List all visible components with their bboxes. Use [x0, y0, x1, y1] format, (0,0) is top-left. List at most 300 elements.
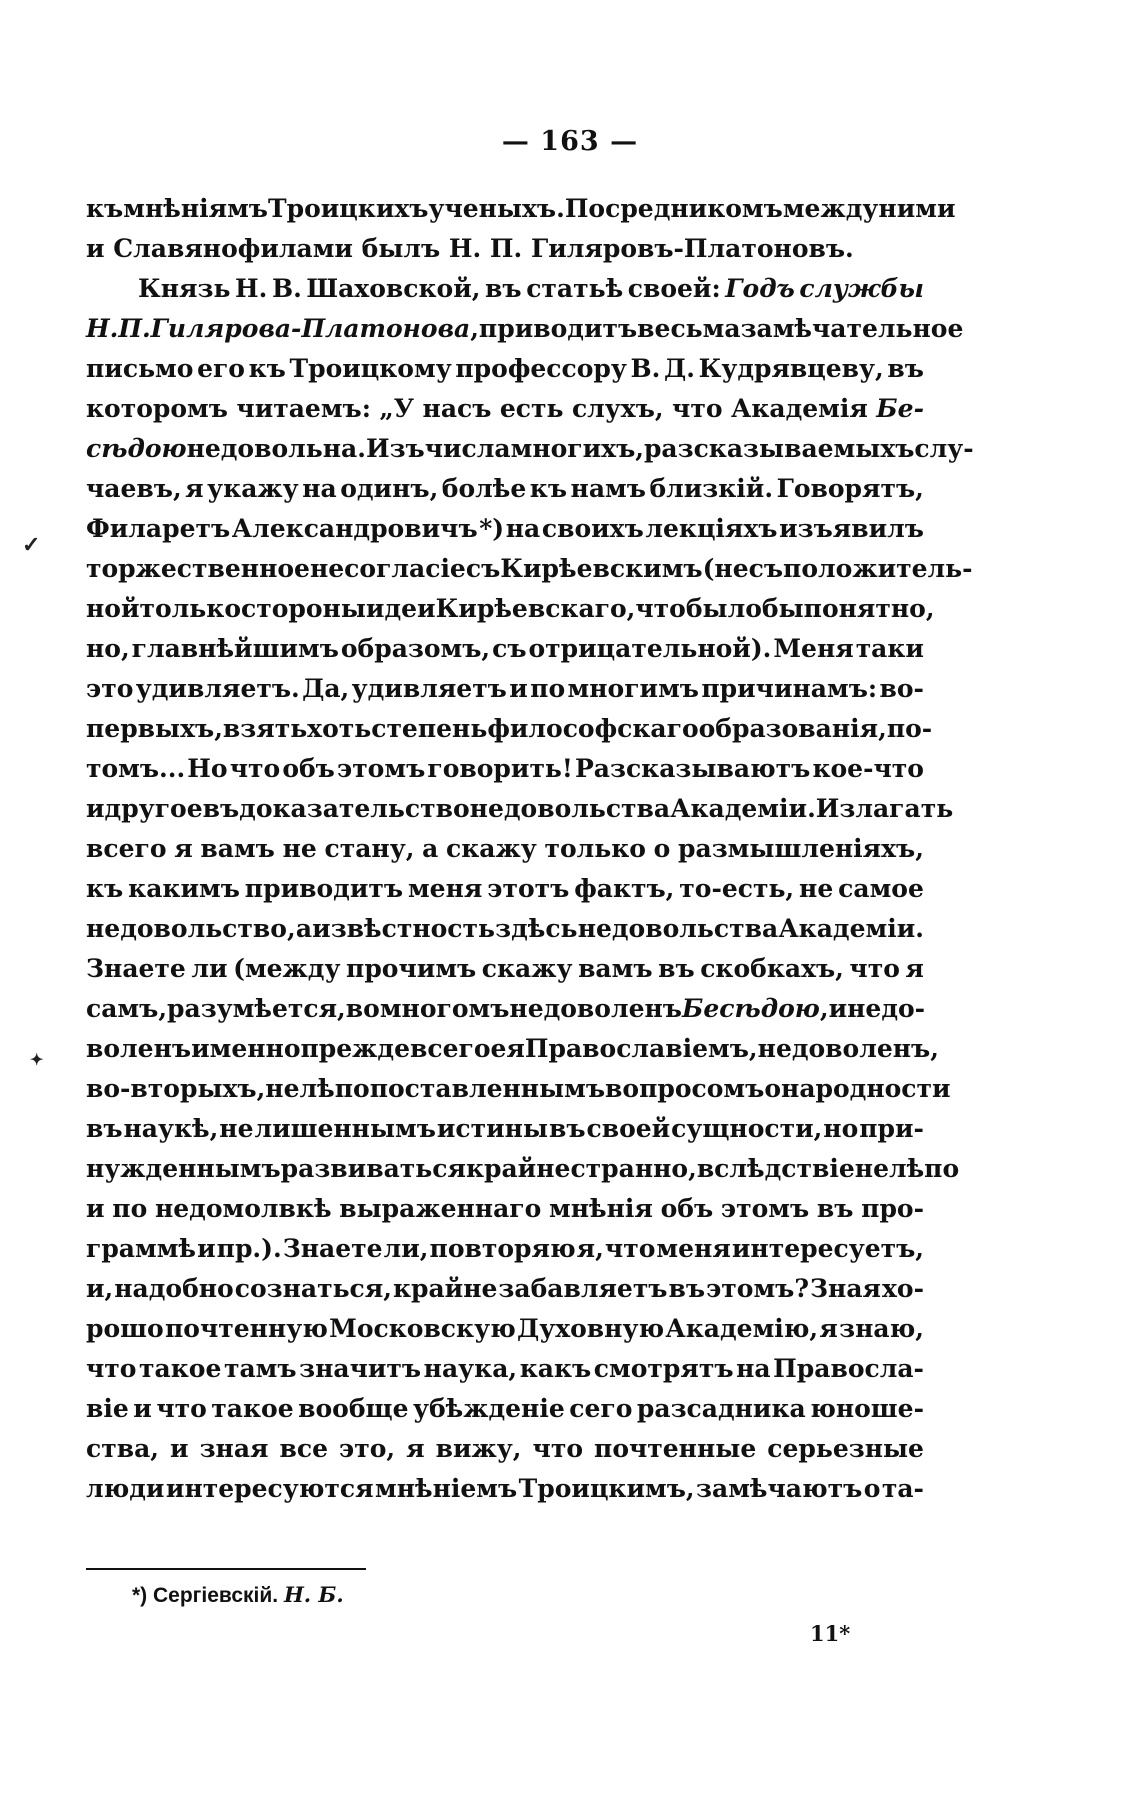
- word: во: [345, 994, 380, 1023]
- word: числа: [424, 434, 511, 463]
- word: я: [905, 954, 924, 983]
- footnote: [132, 1582, 344, 1608]
- text-line: [86, 434, 974, 474]
- word: этомъ?: [706, 1274, 809, 1303]
- word: Академія: [730, 394, 868, 423]
- word: всего: [410, 1034, 491, 1063]
- word: къ: [86, 874, 124, 903]
- word: профессору: [455, 354, 627, 383]
- word: мнѣніямъ: [123, 194, 268, 223]
- word: интересуетъ,: [731, 1234, 924, 1263]
- word: недо-: [847, 994, 926, 1023]
- word: образованія,: [698, 714, 887, 743]
- word: я: [185, 474, 204, 503]
- word: слу-: [914, 434, 974, 463]
- word: Но: [187, 754, 228, 783]
- word: по: [112, 1194, 148, 1223]
- word: такое: [211, 1394, 294, 1423]
- word: В.: [271, 274, 302, 303]
- word: своей: [586, 1114, 671, 1143]
- text-line: [86, 1074, 951, 1114]
- word: забавляетъ: [498, 1274, 668, 1303]
- word: главнѣйшимъ: [131, 634, 339, 663]
- word: но: [823, 1114, 859, 1143]
- word: люди: [86, 1474, 165, 1503]
- word: нужденнымъ: [86, 1154, 281, 1183]
- word: наукѣ,: [123, 1114, 219, 1143]
- word: во-: [879, 674, 924, 703]
- word: въ: [887, 354, 924, 383]
- word: недоволенъ: [509, 994, 682, 1023]
- word: насъ: [422, 394, 492, 423]
- word: Разсказываютъ: [575, 754, 811, 783]
- word: положитель-: [783, 554, 973, 583]
- word: статьѣ: [526, 274, 624, 303]
- word: Академіи.: [670, 794, 816, 823]
- word: фактъ,: [574, 874, 675, 903]
- text-line: [86, 314, 964, 354]
- word: по-: [886, 714, 933, 743]
- word: весьма: [637, 314, 741, 343]
- word: съ: [465, 554, 501, 583]
- page-number: — 163 —: [501, 126, 639, 157]
- word: а: [422, 834, 439, 863]
- word: только: [139, 594, 242, 623]
- word: лишеннымъ: [254, 1114, 436, 1143]
- word: недовольство,: [86, 914, 296, 943]
- word: Изъ: [365, 434, 425, 463]
- word: приводитъ: [244, 874, 404, 903]
- word: мнѣнія: [549, 1194, 653, 1223]
- word: читаемъ:: [236, 394, 371, 423]
- word: я: [819, 1314, 838, 1343]
- word: стану,: [324, 834, 415, 863]
- text-line: [86, 1234, 924, 1274]
- word: намъ: [570, 474, 646, 503]
- word: болѣе: [441, 474, 527, 503]
- word: кое-что: [812, 754, 924, 783]
- word: интересуются: [165, 1474, 374, 1503]
- margin-check-mark: ✓: [22, 532, 41, 558]
- word: въ: [202, 794, 240, 823]
- word: изъявилъ: [779, 514, 924, 543]
- word: нелѣпо: [265, 1074, 370, 1103]
- word: говорить!: [427, 754, 573, 783]
- word: значитъ: [299, 1354, 422, 1383]
- word: по: [530, 674, 566, 703]
- word: несогласіе: [309, 554, 466, 583]
- word: вижу,: [435, 1434, 522, 1463]
- word: разсадника: [636, 1394, 806, 1423]
- word: ними: [878, 194, 956, 223]
- word: Троицкимъ,: [518, 1474, 695, 1503]
- word: самое: [838, 874, 924, 903]
- word: вопросомъ: [605, 1074, 765, 1103]
- word: степень: [371, 714, 488, 743]
- word: Н.: [235, 274, 268, 303]
- word: во-вторыхъ,: [86, 1074, 266, 1103]
- word: Излагать: [815, 794, 954, 823]
- word: и: [86, 794, 105, 823]
- word: что: [635, 594, 686, 623]
- word: не: [799, 874, 834, 903]
- word: Д.: [664, 354, 695, 383]
- word: меня: [407, 874, 483, 903]
- text-line: [86, 674, 924, 714]
- text-line-content: и Славянофилами былъ Н. П. Гиляровъ-Платоновъ.: [86, 234, 854, 263]
- word: крайне: [392, 1274, 498, 1303]
- text-line: [86, 474, 924, 514]
- word: меня: [656, 1234, 731, 1263]
- word: своихъ: [541, 514, 644, 543]
- word: такое: [139, 1354, 222, 1383]
- word: пр.).: [216, 1234, 282, 1263]
- text-line: [86, 994, 924, 1034]
- word: Кирѣевскимъ: [500, 554, 703, 583]
- word: Меня: [773, 634, 854, 663]
- word: лекціяхъ: [645, 514, 778, 543]
- word: вообще: [298, 1394, 409, 1423]
- word: почтенную: [164, 1314, 328, 1343]
- word: воленъ: [86, 1034, 192, 1063]
- word: Н.: [86, 314, 119, 343]
- word: что: [604, 1234, 656, 1263]
- body-text: [86, 194, 974, 1514]
- word: всего: [86, 834, 167, 863]
- word: на: [736, 1354, 771, 1383]
- word: хо-: [882, 1274, 924, 1303]
- text-line: [86, 1314, 924, 1354]
- word: прочимъ: [346, 954, 477, 983]
- word: Кирѣевскаго,: [435, 594, 636, 623]
- text-line: [86, 1154, 960, 1194]
- word: Знаете: [282, 1234, 383, 1263]
- word: народности: [781, 1074, 951, 1103]
- word: недоволенъ,: [757, 1034, 939, 1063]
- word: скобкахъ,: [700, 954, 844, 983]
- word: выраженнаго: [339, 1194, 542, 1223]
- word: этотъ: [487, 874, 570, 903]
- word: (не: [702, 554, 749, 583]
- word: смотрятъ: [593, 1354, 734, 1383]
- word: убѣжденіе: [412, 1394, 565, 1423]
- word: ,: [819, 994, 829, 1023]
- word: многомъ: [379, 994, 510, 1023]
- word: о: [764, 1074, 782, 1103]
- word: въ: [548, 1114, 586, 1143]
- word: сущности,: [671, 1114, 823, 1143]
- word: прежде: [300, 1034, 410, 1063]
- word: сознаться,: [234, 1274, 392, 1303]
- word: развиваться: [280, 1154, 466, 1183]
- word: на: [302, 474, 337, 503]
- text-line: [86, 1474, 924, 1514]
- word: взять: [222, 714, 308, 743]
- word: приводитъ: [478, 314, 638, 343]
- text-line: [86, 594, 935, 634]
- word: ея: [490, 1034, 525, 1063]
- word: объ: [660, 1194, 714, 1223]
- word: В.: [630, 354, 661, 383]
- word: его: [197, 354, 245, 383]
- word: близкій.: [649, 474, 774, 503]
- word: отрицательной).: [528, 634, 772, 663]
- word: то-есть,: [679, 874, 795, 903]
- word: идеи: [365, 594, 436, 623]
- word: размышленіяхъ,: [678, 834, 924, 863]
- word: надобно: [114, 1274, 234, 1303]
- word: Филаретъ: [86, 514, 231, 543]
- word: Знаете: [86, 954, 186, 983]
- word: томъ...: [86, 754, 186, 783]
- word: своей:: [627, 274, 721, 303]
- word: о: [863, 1474, 881, 1503]
- word: а: [295, 914, 313, 943]
- word: разумѣется,: [167, 994, 346, 1023]
- word: какъ: [519, 1354, 592, 1383]
- word: ученыхъ.: [428, 194, 565, 223]
- word: ли: [191, 954, 228, 983]
- word: удивляетъ.: [135, 674, 300, 703]
- text-line: [86, 1394, 924, 1434]
- word: что: [229, 754, 281, 783]
- word: слухъ,: [571, 394, 664, 423]
- word: віе: [86, 1394, 129, 1423]
- word: образомъ,: [340, 634, 491, 663]
- word: странно,: [570, 1154, 697, 1183]
- word: Князь: [138, 274, 231, 303]
- word: въ: [86, 1114, 123, 1143]
- word: ной: [86, 594, 140, 623]
- word: между: [782, 194, 879, 223]
- word: какимъ: [128, 874, 240, 903]
- word: таки: [855, 634, 924, 663]
- word: *): [479, 514, 505, 543]
- word: ли,: [383, 1234, 429, 1263]
- word: удивляетъ: [351, 674, 507, 703]
- text-line: [86, 834, 924, 874]
- word: истины: [436, 1114, 549, 1143]
- word: Православіемъ,: [524, 1034, 758, 1063]
- word: почтенные: [594, 1434, 757, 1463]
- word: это,: [339, 1434, 396, 1463]
- word: чаевъ,: [86, 474, 182, 503]
- word: я,: [576, 1234, 604, 1263]
- word: доказательство: [239, 794, 470, 823]
- text-line: [86, 234, 924, 274]
- word: П.: [118, 314, 151, 343]
- text-line: [86, 1274, 924, 1314]
- word: службы: [799, 274, 924, 303]
- word: съ: [492, 634, 527, 663]
- word: самъ,: [86, 994, 168, 1023]
- word: укажу: [207, 474, 299, 503]
- word: причинамъ:: [701, 674, 878, 703]
- word: вамъ: [578, 954, 653, 983]
- word: Бе-: [876, 394, 924, 423]
- word: недовольна.: [186, 434, 366, 463]
- word: поставленнымъ: [369, 1074, 606, 1103]
- text-line: [86, 1034, 939, 1074]
- word: что: [86, 1354, 137, 1383]
- word: этомъ: [336, 754, 426, 783]
- word: что: [532, 1434, 583, 1463]
- word: Троицкому: [289, 354, 452, 383]
- word: Говорятъ,: [776, 474, 924, 503]
- word: Годъ: [725, 274, 795, 303]
- text-line: [86, 874, 924, 914]
- text-line: [86, 514, 924, 554]
- text-line: [86, 554, 973, 594]
- text-line: [86, 1114, 924, 1154]
- word: я: [174, 834, 193, 863]
- word: (между: [233, 954, 341, 983]
- word: и: [828, 994, 848, 1023]
- word: Троицкихъ: [268, 194, 429, 223]
- word: въ: [485, 274, 522, 303]
- text-line: [86, 754, 924, 794]
- word: серьезные: [767, 1434, 924, 1463]
- text-line: [86, 1194, 924, 1234]
- text-line: [86, 394, 924, 434]
- word: недомолвкѣ: [154, 1194, 332, 1223]
- word: нелѣпо: [854, 1154, 960, 1183]
- text-line: [86, 354, 924, 394]
- word: къ: [86, 194, 124, 223]
- text-line: [86, 1354, 924, 1394]
- word: Гилярова-Платонова: [150, 314, 471, 343]
- word: Посредникомъ: [564, 194, 783, 223]
- word: повторяю: [429, 1234, 576, 1263]
- word: съ: [748, 554, 784, 583]
- word: и: [133, 1394, 152, 1423]
- word: это: [86, 674, 134, 703]
- word: Московскую: [329, 1314, 516, 1343]
- word: именно: [191, 1034, 301, 1063]
- word: которомъ: [86, 394, 228, 423]
- word: та-: [881, 1474, 924, 1503]
- word: разсказываемыхъ: [643, 434, 915, 463]
- word: есть: [499, 394, 564, 423]
- word: все: [279, 1434, 329, 1463]
- word: Кудрявцеву,: [698, 354, 884, 383]
- word: замѣчаютъ: [696, 1474, 863, 1503]
- word: не: [282, 834, 317, 863]
- word: многихъ,: [510, 434, 644, 463]
- word: скажу: [446, 834, 537, 863]
- word: мнѣніемъ: [375, 1474, 518, 1503]
- word: одинъ,: [340, 474, 439, 503]
- word: только: [544, 834, 646, 863]
- word: замѣчательное: [740, 314, 964, 343]
- word: бы: [761, 594, 804, 623]
- word: Духовную: [517, 1314, 665, 1343]
- word: Да,: [302, 674, 350, 703]
- text-line: [86, 714, 933, 754]
- word: Правосла-: [773, 1354, 924, 1383]
- word: въ: [816, 1194, 854, 1223]
- word: Александровичъ: [231, 514, 478, 543]
- word: рошо: [86, 1314, 164, 1343]
- footnote-divider: [86, 1568, 366, 1570]
- word: не: [219, 1114, 254, 1143]
- word: Шаховской,: [306, 274, 481, 303]
- word: и,: [86, 1274, 114, 1303]
- word: Академіи.: [778, 914, 924, 943]
- word: крайне: [465, 1154, 571, 1183]
- word: о: [653, 834, 671, 863]
- word: сего: [569, 1394, 633, 1423]
- word: философскаго: [487, 714, 699, 743]
- footnote-initials: Н. Б.: [283, 1582, 344, 1607]
- text-line: [86, 634, 924, 674]
- text-line: [86, 914, 924, 954]
- word: наука,: [423, 1354, 518, 1383]
- word: въ: [668, 1274, 706, 1303]
- word: письмо: [86, 354, 194, 383]
- word: я: [406, 1434, 425, 1463]
- word: и: [86, 1194, 105, 1223]
- footnote-marker: *) Сергіевскій.: [132, 1584, 279, 1607]
- word: зная: [199, 1434, 269, 1463]
- word: и: [170, 1434, 189, 1463]
- word: Зная: [810, 1274, 881, 1303]
- word: Бесѣдою: [682, 994, 820, 1023]
- word: ,: [470, 314, 479, 343]
- word: про-: [861, 1194, 924, 1223]
- word: что: [672, 394, 723, 423]
- word: но,: [86, 634, 130, 663]
- word: скажу: [481, 954, 573, 983]
- word: другое: [104, 794, 203, 823]
- text-line: [86, 194, 956, 234]
- word: и: [509, 674, 528, 703]
- text-line: [86, 1434, 924, 1474]
- word: торжественное: [86, 554, 310, 583]
- text-line: [86, 954, 924, 994]
- word: недовольства: [577, 914, 779, 943]
- signature-mark: 11*: [810, 1621, 851, 1646]
- word: понятно,: [803, 594, 935, 623]
- word: на: [505, 514, 541, 543]
- word: хоть: [307, 714, 372, 743]
- word: ства,: [86, 1434, 159, 1463]
- word: тамъ: [223, 1354, 297, 1383]
- word: объ: [282, 754, 335, 783]
- word: къ: [529, 474, 568, 503]
- word: сѣдою: [86, 434, 187, 463]
- text-line: [86, 274, 924, 314]
- word: извѣстность: [312, 914, 495, 943]
- word: здѣсь: [495, 914, 578, 943]
- word: Академію,: [665, 1314, 819, 1343]
- word: граммѣ: [86, 1234, 197, 1263]
- word: многимъ: [567, 674, 699, 703]
- word: въ: [658, 954, 695, 983]
- word: при-: [859, 1114, 924, 1143]
- word: было: [685, 594, 762, 623]
- word: вслѣдствіе: [696, 1154, 855, 1183]
- word: юноше-: [810, 1394, 924, 1423]
- word: первыхъ,: [86, 714, 223, 743]
- word: „У: [379, 394, 415, 423]
- word: этомъ: [720, 1194, 810, 1223]
- word: что: [156, 1394, 207, 1423]
- word: къ: [248, 354, 286, 383]
- word: знаю,: [839, 1314, 924, 1343]
- word: недовольства: [469, 794, 671, 823]
- text-line: [86, 794, 954, 834]
